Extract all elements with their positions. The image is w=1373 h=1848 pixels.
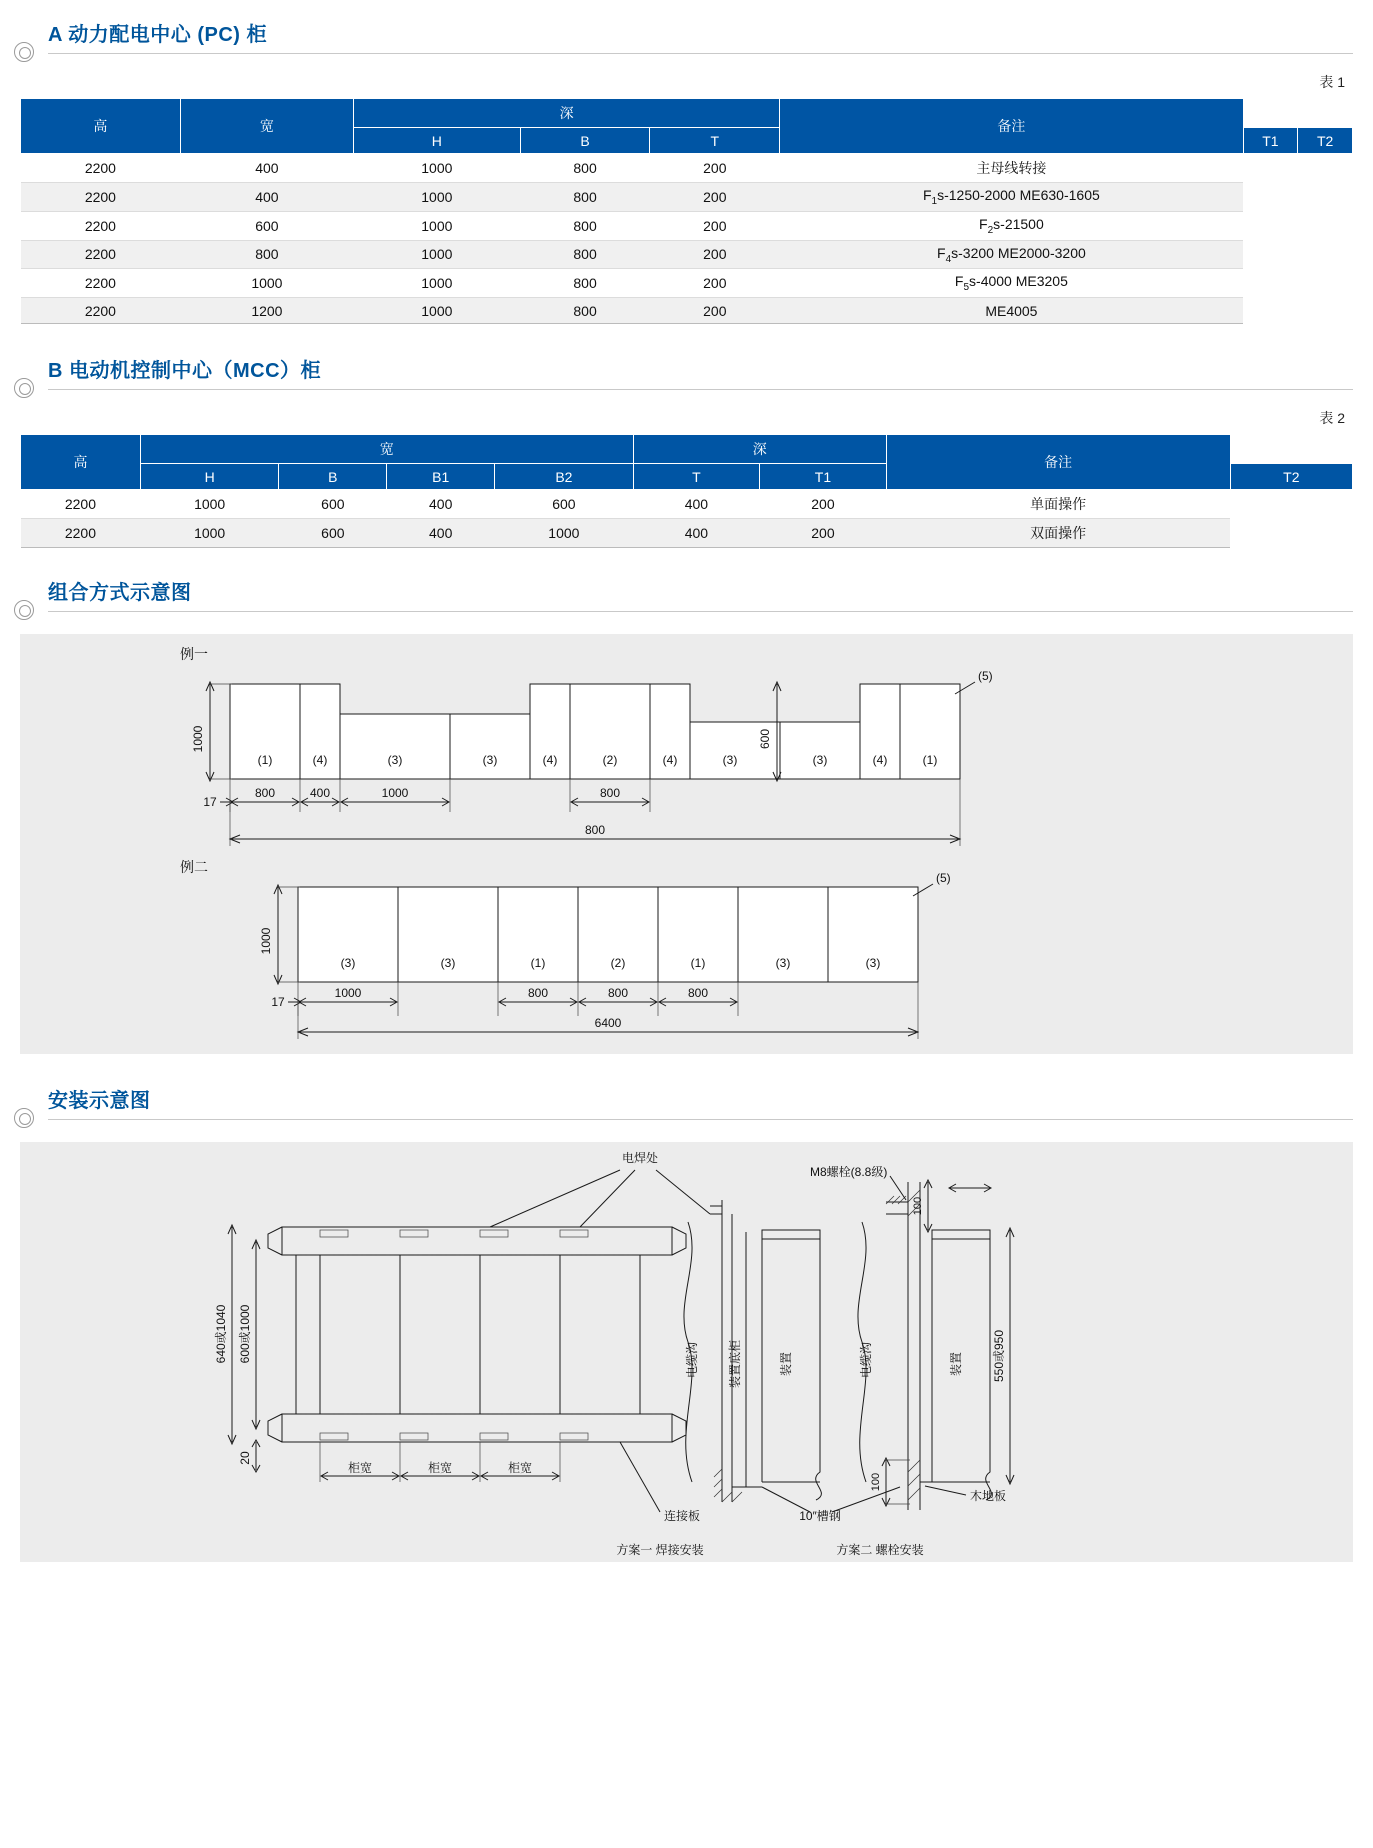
cell-b: 400 [180,154,353,183]
section-combination-title: 组合方式示意图 [48,576,202,611]
cell-t1: 800 [520,154,650,183]
svg-text:(3): (3) [812,753,828,768]
dim-550-right [992,1228,1014,1484]
cell-t2: 200 [650,269,780,298]
th-height: 高 [21,435,141,490]
svg-text:(3): (3) [865,956,881,971]
combination-diagram-panel [20,634,1353,1054]
svg-text:(3): (3) [340,956,356,971]
svg-text:17: 17 [203,795,217,810]
bolt-callout [810,1164,906,1200]
table-row [21,519,1353,548]
section-a-title: A 动力配电中心 (PC) 柜 [48,18,277,53]
svg-text:(4): (4) [542,753,558,768]
dim-100-top [912,1180,991,1232]
cell-t2: 200 [650,154,780,183]
svg-text:1000: 1000 [259,927,273,955]
table-1-label: 表 1 [1319,74,1345,90]
weld-point-callout [490,1150,710,1227]
table-2-label: 表 2 [1319,410,1345,427]
cell-b: 800 [180,240,353,269]
th-h: H [353,128,520,154]
svg-text:1000: 1000 [191,725,205,753]
dim-100-bottom [870,1458,910,1506]
th-b: B [279,464,387,490]
cell-h: 2200 [21,519,141,548]
svg-text:100: 100 [870,1473,882,1492]
install-left-dimensions [214,1225,260,1472]
section-heading-combination [0,576,1373,620]
svg-text:(1): (1) [257,753,273,768]
cell-t2: 200 [650,240,780,269]
svg-text:800: 800 [599,786,621,801]
cell-h: 2200 [21,154,181,183]
svg-text:(3): (3) [775,956,791,971]
section-heading-install [0,1084,1373,1128]
svg-text:640或1040: 640或1040 [214,1304,228,1364]
table-mcc-cabinet [20,434,1353,548]
bullet-icon [14,1108,34,1128]
cell-note: $F_5s-4000$ ME3205 [780,269,1243,298]
th-depth: 深 [353,99,779,128]
heading-rule [48,1119,1353,1120]
th-width: 宽 [180,99,353,154]
table-pc-cabinet [20,98,1353,324]
heading-rule [48,53,1353,54]
cell-t: 1000 [353,211,520,240]
th-height: 高 [21,99,181,154]
svg-text:400: 400 [309,786,331,801]
cell-t1: 800 [520,211,650,240]
cell-t: 1000 [353,240,520,269]
cell-h: 2200 [21,269,181,298]
svg-text:600: 600 [758,729,772,750]
svg-text:17: 17 [271,995,285,1010]
svg-text:连接板: 连接板 [663,1509,701,1524]
th-t1: T1 [1243,128,1298,154]
th-t2: T2 [1230,464,1352,490]
install-diagram-panel [20,1142,1353,1562]
cell-t1: 800 [520,269,650,298]
svg-text:(1): (1) [530,956,546,971]
cell-t: 1000 [353,269,520,298]
cell-t2: 200 [760,490,887,519]
svg-text:装置: 装置 [949,1352,963,1377]
svg-text:方案二 螺栓安装: 方案二 螺栓安装 [836,1543,924,1558]
svg-text:20: 20 [238,1451,252,1465]
heading-rule [48,389,1353,390]
svg-text:(1): (1) [690,956,706,971]
example1-cabinets [230,684,960,779]
svg-text:(3): (3) [482,753,498,768]
svg-text:电缆沟: 电缆沟 [859,1342,873,1379]
example2-height-dimension [259,885,300,984]
th-note: 备注 [886,435,1230,490]
svg-text:电焊处: 电焊处 [621,1151,659,1166]
cell-b1: 600 [279,519,387,548]
th-t: T [650,128,780,154]
table-row [21,298,1353,324]
bullet-icon [14,42,34,62]
cell-h: 2200 [21,298,181,324]
svg-text:柜宽: 柜宽 [347,1461,373,1476]
example1-total-dimension [230,779,960,846]
th-width: 宽 [140,435,633,464]
cell-t1: 400 [633,490,760,519]
example2-width-dimensions [271,982,738,1016]
cell-note: $F_2s-21500$ [780,211,1243,240]
cell-note: $F_1s-1250-2000$ ME630-1605 [780,183,1243,212]
cell-t: 600 [495,490,634,519]
cell-note: 单面操作 [886,490,1230,519]
svg-text:(4): (4) [872,753,888,768]
base-frame-plan [268,1227,686,1442]
cell-t: 1000 [495,519,634,548]
cell-h: 2200 [21,183,181,212]
svg-text:100: 100 [912,1197,924,1216]
cell-t1: 800 [520,183,650,212]
svg-text:(3): (3) [722,753,738,768]
cell-note: $F_4s-3200$ ME2000-3200 [780,240,1243,269]
bullet-icon [14,378,34,398]
svg-text:方案一 焊接安装: 方案一 焊接安装 [616,1543,704,1558]
svg-text:1000: 1000 [381,786,409,801]
cell-b: 400 [180,183,353,212]
svg-text:10″槽钢: 10″槽钢 [799,1509,841,1524]
th-t: T [633,464,760,490]
combination-diagram-svg [20,634,1353,1054]
th-b1: B1 [387,464,495,490]
svg-text:(2): (2) [602,753,618,768]
cell-t: 1000 [353,183,520,212]
th-t2: T2 [1298,128,1353,154]
table-row [21,269,1353,298]
cell-b: 1000 [180,269,353,298]
svg-text:550或950: 550或950 [992,1330,1006,1383]
bullet-icon [14,600,34,620]
svg-text:(3): (3) [440,956,456,971]
table-row [21,490,1353,519]
svg-text:(5): (5) [936,871,951,886]
svg-text:(3): (3) [387,753,403,768]
example1-callout-5 [955,669,993,694]
channel-steel-callout [762,1487,900,1523]
cell-h: 2200 [21,211,181,240]
section-heading-a [0,18,1373,62]
cell-t: 1000 [353,298,520,324]
cell-note: 双面操作 [886,519,1230,548]
th-t1: T1 [760,464,887,490]
svg-text:电缆沟: 电缆沟 [685,1342,699,1379]
connect-plate-callout [620,1442,700,1523]
cell-t1: 400 [633,519,760,548]
install-diagram-svg [20,1142,1353,1562]
th-depth: 深 [633,435,886,464]
svg-text:柜宽: 柜宽 [507,1461,533,1476]
cell-t1: 800 [520,240,650,269]
cell-h: 2200 [21,240,181,269]
example2-cabinets [298,887,918,982]
plan2-section [810,1164,1014,1557]
table-row [21,240,1353,269]
cell-h: 2200 [21,490,141,519]
svg-text:(2): (2) [610,956,626,971]
cell-b: 1000 [140,490,279,519]
svg-text:柜宽: 柜宽 [427,1461,453,1476]
svg-text:装置: 装置 [779,1352,793,1377]
th-b2: B2 [495,464,634,490]
svg-text:800: 800 [607,986,629,1001]
svg-text:800: 800 [254,786,276,801]
table-header-row-1 [21,435,1353,464]
example1-height-dimension [191,682,232,781]
th-b: B [520,128,650,154]
cell-t1: 800 [520,298,650,324]
table-row [21,154,1353,183]
svg-text:木地板: 木地板 [970,1489,1007,1504]
cell-note: ME4005 [780,298,1243,324]
cell-b2: 400 [387,519,495,548]
install-cabinet-width-dims [320,1442,560,1482]
cell-b2: 400 [387,490,495,519]
example1-width-dimensions [203,779,650,812]
example2-callout-5 [913,871,951,896]
section-install-title: 安装示意图 [48,1084,161,1119]
th-note: 备注 [780,99,1243,154]
svg-text:1000: 1000 [334,986,362,1001]
cell-b: 600 [180,211,353,240]
svg-text:800: 800 [687,986,709,1001]
th-h: H [140,464,279,490]
cell-t2: 200 [650,183,780,212]
table-row [21,183,1353,212]
svg-text:6400: 6400 [594,1016,622,1031]
cell-b: 1000 [140,519,279,548]
cell-t2: 200 [760,519,887,548]
svg-text:(4): (4) [312,753,328,768]
heading-rule [48,611,1353,612]
table-header-row-1 [21,99,1353,128]
cell-t2: 200 [650,211,780,240]
cell-t: 1000 [353,154,520,183]
svg-text:装置底柜: 装置底柜 [728,1340,742,1389]
svg-text:(1): (1) [922,753,938,768]
svg-text:600或1000: 600或1000 [238,1304,252,1364]
svg-text:(5): (5) [978,669,993,684]
cell-b1: 600 [279,490,387,519]
example1-label: 例一 [180,646,208,663]
example2-label: 例二 [180,859,208,876]
table-row [21,211,1353,240]
section-heading-b [0,354,1373,398]
svg-text:(4): (4) [662,753,678,768]
wood-floor-callout [925,1486,1006,1503]
svg-text:M8螺栓(8.8级): M8螺栓(8.8级) [810,1165,888,1180]
section-b-title: B 电动机控制中心（MCC）柜 [48,354,331,389]
cell-t2: 200 [650,298,780,324]
cell-note: 主母线转接 [780,154,1243,183]
svg-text:800: 800 [584,823,606,838]
svg-text:800: 800 [527,986,549,1001]
plan1-section [616,1200,821,1557]
cell-b: 1200 [180,298,353,324]
